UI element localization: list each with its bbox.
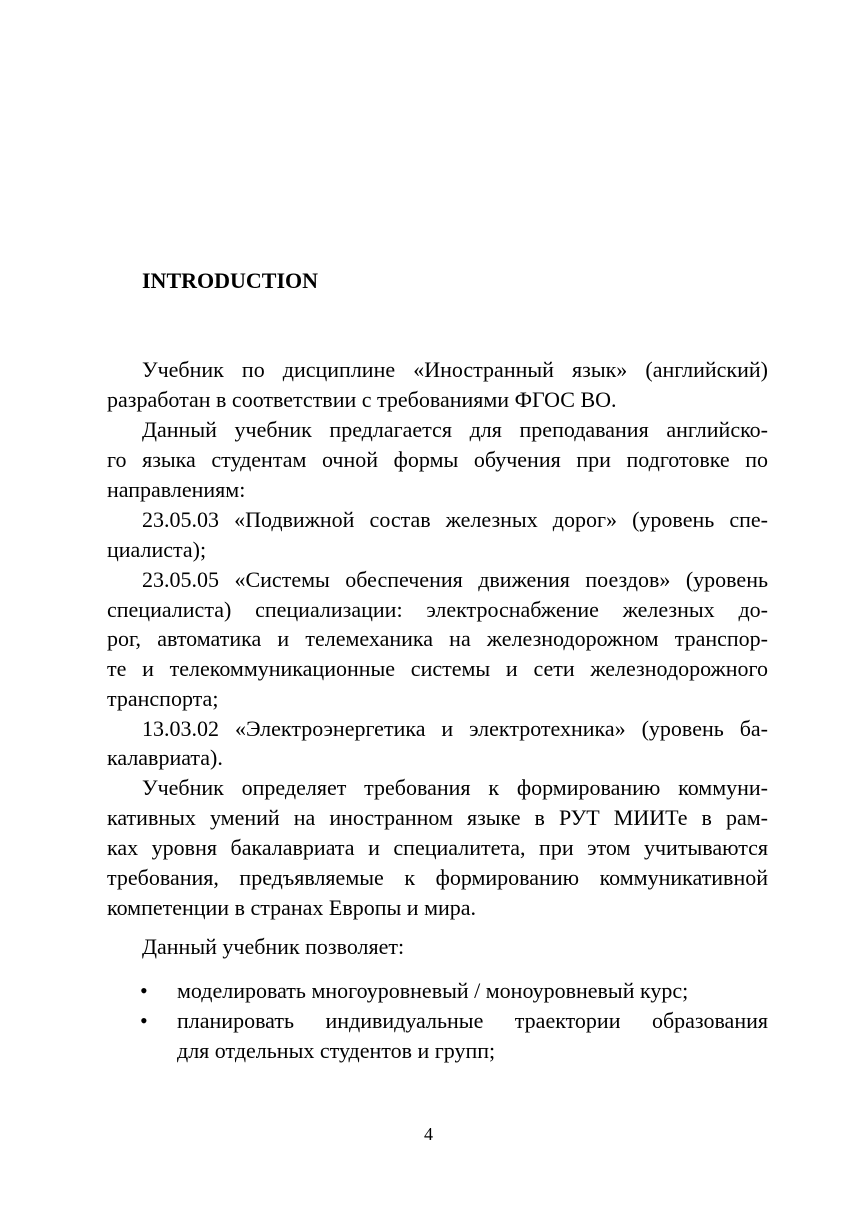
bullet-marker: • xyxy=(140,978,148,1003)
text-line: разработан в соответствии с требованиями ФГОС ВО. xyxy=(107,387,617,412)
text-line: кативных умений на иностранном языке в РУТ МИИТе в рам- xyxy=(107,805,768,830)
text-line: Данный учебник предлагается для преподавания английско- xyxy=(142,417,768,442)
bullet-marker: • xyxy=(140,1008,148,1033)
text-line: направлениям: xyxy=(107,477,246,502)
text-line: 13.03.02 «Электроэнергетика и электротехника» (уровень ба- xyxy=(142,716,768,741)
text-line: циалиста); xyxy=(107,537,207,562)
text-line: Учебник по дисциплине «Иностранный язык» (английский) xyxy=(142,357,768,382)
text-line: 23.05.03 «Подвижной состав железных дорог» (уровень спе- xyxy=(142,507,768,532)
text-line: рог, автоматика и телемеханика на железнодорожном транспор- xyxy=(107,626,768,651)
text-line: специалиста) специализации: электроснабжение железных до- xyxy=(107,597,768,622)
list-item-line: моделировать многоуровневый / моноуровневый курс; xyxy=(177,978,689,1003)
page-number: 4 xyxy=(424,1124,433,1144)
text-line: Учебник определяет требования к формированию коммуни- xyxy=(142,775,768,800)
text-line: те и телекоммуникационные системы и сети железнодорожного xyxy=(107,656,768,681)
text-line: транспорта; xyxy=(107,686,219,711)
text-line: го языка студентам очной формы обучения при подготовке по xyxy=(107,447,768,472)
text-line: 23.05.05 «Системы обеспечения движения поездов» (уровень xyxy=(142,567,768,592)
text-line: ках уровня бакалавриата и специалитета, при этом учитываются xyxy=(107,835,768,860)
section-heading: INTRODUCTION xyxy=(142,268,319,293)
text-line: компетенции в странах Европы и мира. xyxy=(107,895,477,920)
list-item-line: для отдельных студентов и групп; xyxy=(177,1038,496,1063)
text-line: калавриата). xyxy=(107,745,223,770)
list-item-line: планировать индивидуальные траектории образования xyxy=(177,1008,768,1033)
text-line: Данный учебник позволяет: xyxy=(142,934,405,959)
text-line: требования, предъявляемые к формированию коммуникативной xyxy=(107,865,768,890)
